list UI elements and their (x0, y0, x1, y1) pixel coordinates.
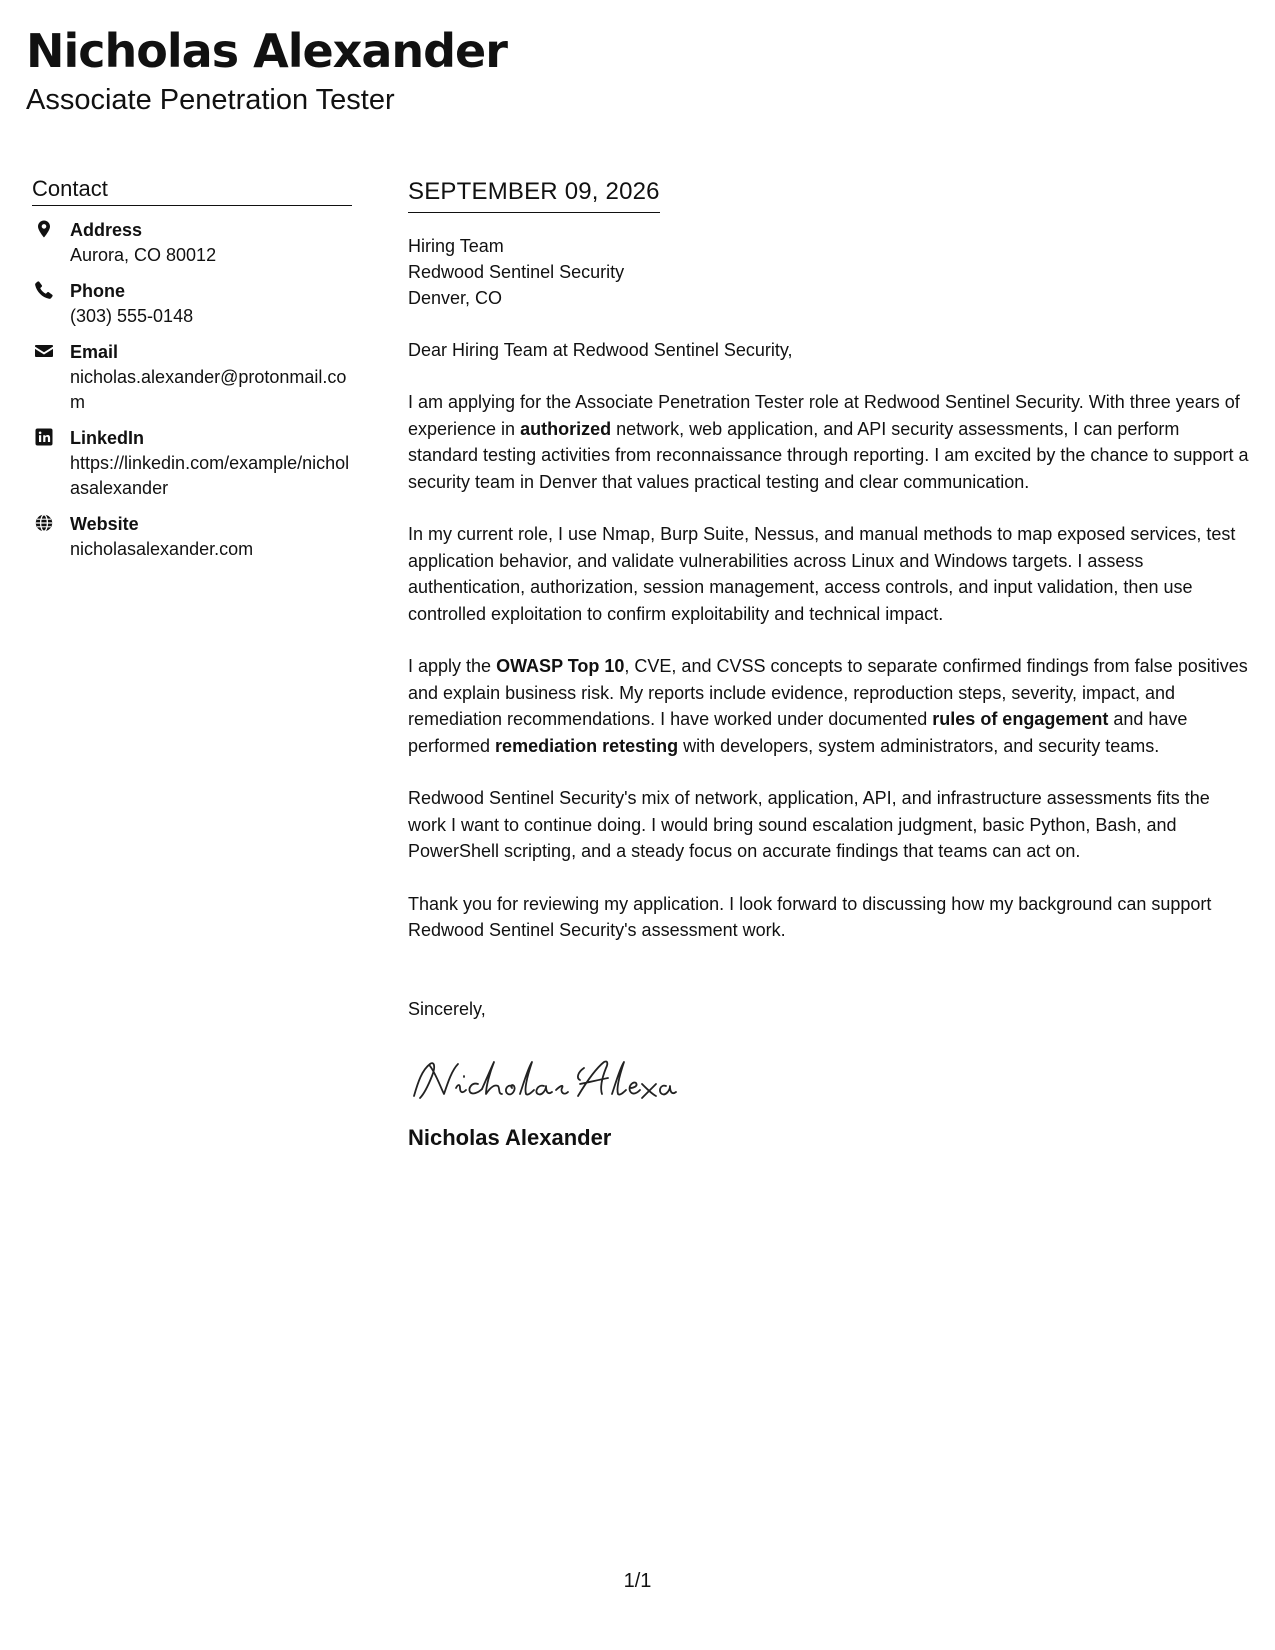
closing: Sincerely, (408, 998, 486, 1019)
linkedin-value[interactable]: https://linkedin.com/example/nicholasalexander (70, 453, 350, 498)
paragraph-text: , CVE, and CVSS concepts to separate confirmed findings from false positives and explain business risk. My reports include evidence, reproduction steps, severity, impact, and remediation recommendations. I have worked under documented (408, 656, 1248, 729)
applicant-name: Nicholas Alexander (26, 24, 507, 78)
website-value[interactable]: nicholasalexander.com (70, 539, 254, 559)
applicant-title: Associate Penetration Tester (26, 84, 395, 116)
paragraph-fit: Redwood Sentinel Security's mix of network, application, API, and infrastructure assessments fits the work I want to continue doing. I would bring sound escalation judgment, basic Python, Bash, and PowerShell scripting, and a steady focus on accurate findings that teams can act on. (408, 788, 1210, 861)
contact-item-phone (32, 279, 352, 329)
email-value[interactable]: nicholas.alexander@protonmail.com (70, 367, 347, 412)
linkedin-icon (34, 427, 54, 447)
paragraph-experience: In my current role, I use Nmap, Burp Suite, Nessus, and manual methods to map exposed services, test application behavior, and validate vulnerabilities across Linux and Windows targets. I assess authentication, authorization, session management, access controls, and input validation, then use controlled exploitation to confirm exploitability and technical impact. (408, 524, 1236, 624)
address-label: Address (70, 220, 143, 240)
paragraph-text: I apply the (408, 656, 497, 676)
emphasis-text: rules of engagement (932, 709, 1109, 729)
paragraph-methodology (408, 653, 1250, 759)
address-value: Aurora, CO 80012 (70, 245, 217, 265)
cover-letter-body (408, 176, 1250, 1152)
contact-sidebar (32, 176, 352, 573)
contact-item-website (32, 512, 352, 562)
paragraph-thanks: Thank you for reviewing my application. I look forward to discussing how my background can support Redwood Sentinel Security's assessment work. (408, 893, 1212, 940)
paragraph-text: I am applying for the Associate Penetration Tester role at Redwood Sentinel Security. With three years of experience in (408, 392, 1240, 439)
paragraph-text: network, web application, and API security assessments, I can perform standard testing activities from reconnaissance through reporting. I am excited by the chance to support a security team in Denver that values practical testing and clear communication. (408, 418, 1249, 492)
letter-date: SEPTEMBER 09, 2026 (408, 176, 660, 213)
emphasis-text: OWASP Top 10 (496, 656, 625, 676)
paragraph-text: and have performed (408, 709, 1188, 756)
contact-heading: Contact (32, 176, 352, 206)
emphasis-text: authorized (520, 418, 612, 439)
contact-item-address (32, 218, 352, 268)
paragraph-intro (408, 389, 1250, 495)
map-pin-icon (34, 219, 54, 239)
paragraph-text: with developers, system administrators, and security teams. (678, 735, 1160, 756)
phone-label: Phone (70, 281, 126, 301)
recipient-location: Denver, CO (408, 288, 503, 308)
salutation: Dear Hiring Team at Redwood Sentinel Security, (408, 340, 793, 360)
contact-item-linkedin (32, 426, 352, 501)
website-label: Website (70, 514, 139, 534)
signer-name: Nicholas Alexander (408, 1124, 612, 1150)
envelope-icon (34, 341, 54, 361)
phone-icon (34, 280, 54, 300)
page-number: 1/1 (623, 1570, 652, 1592)
email-label: Email (70, 342, 119, 362)
linkedin-label: LinkedIn (70, 428, 145, 448)
emphasis-text: remediation retesting (495, 735, 679, 756)
recipient-line: Hiring Team (408, 236, 504, 256)
handwritten-signature (408, 1052, 678, 1112)
recipient-company: Redwood Sentinel Security (408, 262, 625, 282)
globe-icon (34, 513, 54, 533)
recipient-block (408, 233, 1250, 311)
phone-value: (303) 555-0148 (70, 306, 194, 326)
contact-item-email (32, 340, 352, 415)
